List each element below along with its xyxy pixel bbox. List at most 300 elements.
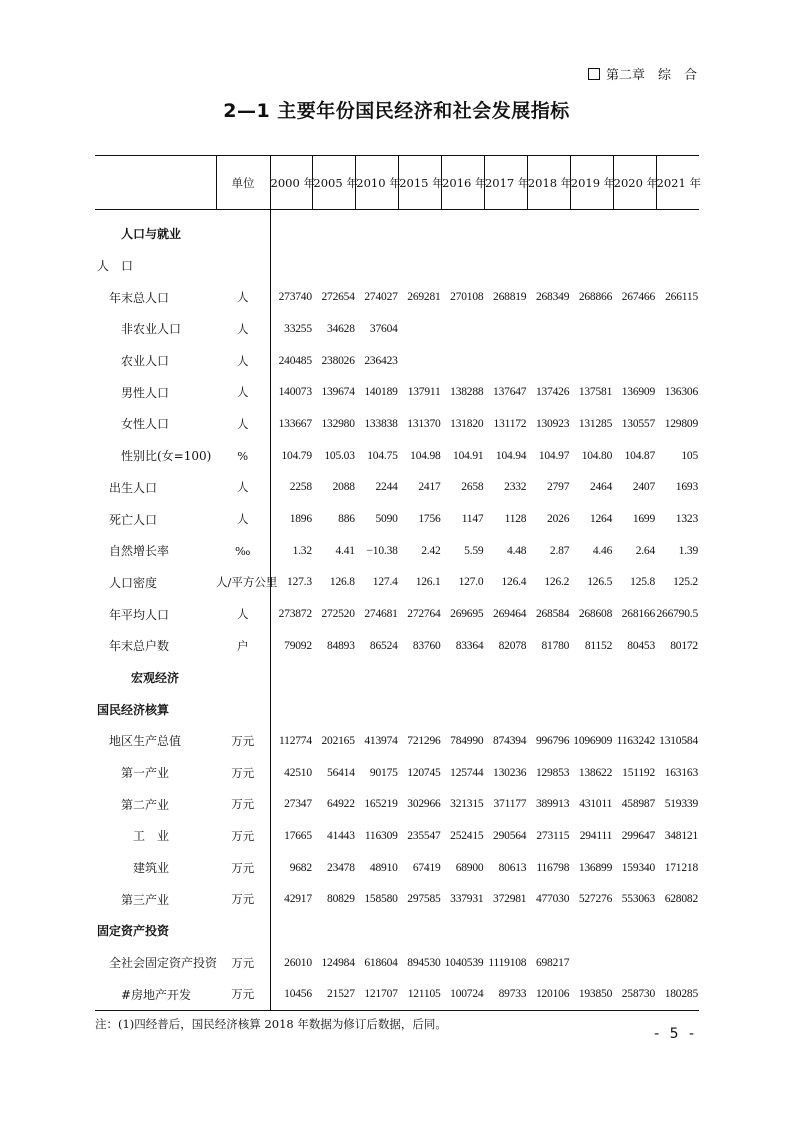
row-unit: 万元 — [216, 820, 270, 852]
row-label: 人 口 — [97, 259, 134, 274]
cell-value: 67419 — [412, 861, 441, 874]
cell-value: 133838 — [364, 417, 398, 430]
cell-value: 2258 — [289, 481, 312, 494]
row-label: 年末总户数 — [109, 639, 170, 654]
cell-value: 86524 — [369, 639, 398, 652]
cell-value: 272520 — [321, 608, 355, 621]
cell-value: 1264 — [589, 513, 613, 526]
row-label: 年末总人口 — [109, 290, 170, 305]
cell-value: 137426 — [535, 386, 570, 399]
row-unit: 万元 — [216, 979, 270, 1011]
cell-value: 413974 — [364, 734, 398, 747]
cell-value: 202165 — [321, 734, 355, 747]
cell-value: 299647 — [621, 829, 656, 842]
cell-value: 267466 — [621, 291, 656, 304]
table-row — [95, 788, 699, 820]
header-year: 2005 年 — [313, 156, 356, 210]
cell-value: 698217 — [535, 956, 570, 969]
cell-value: 116309 — [364, 829, 398, 842]
table-body — [95, 210, 699, 1011]
cell-value — [613, 313, 656, 345]
cell-value: 4.48 — [507, 544, 527, 557]
cell-value — [613, 693, 656, 725]
cell-value: 136899 — [578, 861, 613, 874]
table-row — [95, 757, 699, 789]
cell-value — [270, 662, 313, 694]
cell-value: 80829 — [327, 893, 355, 906]
cell-value — [613, 915, 656, 947]
row-label: 地区生产总值 — [109, 734, 182, 749]
cell-value — [656, 947, 699, 979]
table-row — [95, 313, 699, 345]
cell-value: 2244 — [375, 481, 398, 494]
cell-value — [313, 250, 356, 282]
cell-value: 126.1 — [415, 576, 441, 589]
row-unit: % — [216, 440, 270, 472]
cell-value: 996796 — [535, 734, 570, 747]
cell-value: 894530 — [407, 956, 441, 969]
cell-value: 266790.5 — [656, 608, 698, 621]
cell-value: 131820 — [450, 417, 484, 430]
cell-value: 151192 — [622, 766, 656, 779]
cell-value — [399, 693, 442, 725]
cell-value — [313, 662, 356, 694]
cell-value — [656, 345, 699, 377]
cell-value: 104.94 — [495, 449, 527, 462]
chapter-label: 第二章 综 合 — [605, 68, 697, 83]
cell-value: 48910 — [369, 861, 398, 874]
cell-value: 138288 — [450, 386, 484, 399]
cell-value: 294111 — [579, 829, 613, 842]
cell-value: 126.8 — [329, 576, 355, 589]
cell-value — [570, 345, 613, 377]
row-label: 宏观经济 — [131, 670, 180, 685]
table-row — [95, 210, 699, 250]
cell-value — [442, 915, 485, 947]
cell-value: 158580 — [364, 893, 398, 906]
row-unit: 人 — [216, 408, 270, 440]
row-label: 国民经济核算 — [97, 702, 170, 717]
cell-value: 171218 — [664, 861, 698, 874]
cell-value: 83760 — [412, 639, 441, 652]
cell-value: 116798 — [536, 861, 570, 874]
cell-value: 273115 — [536, 829, 570, 842]
cell-value — [270, 250, 313, 282]
row-label: 第二产业 — [121, 797, 170, 812]
indicator-table — [95, 155, 699, 1011]
cell-value: 105 — [681, 449, 698, 462]
cell-value: 136909 — [621, 386, 656, 399]
cell-value: 127.0 — [458, 576, 484, 589]
cell-value: 83364 — [455, 639, 484, 652]
header-year: 2017 年 — [484, 156, 527, 210]
row-unit — [216, 210, 270, 250]
cell-value — [570, 915, 613, 947]
cell-value: 104.97 — [538, 449, 570, 462]
cell-value: 1096909 — [573, 734, 613, 747]
cell-value — [527, 915, 570, 947]
row-unit: 人 — [216, 472, 270, 504]
cell-value: 81152 — [584, 639, 613, 652]
table-row — [95, 947, 699, 979]
row-unit: 人 — [216, 313, 270, 345]
cell-value: 2797 — [547, 481, 570, 494]
cell-value: 273740 — [278, 291, 312, 304]
row-unit: 人 — [216, 281, 270, 313]
cell-value: 89733 — [484, 979, 527, 1011]
cell-value — [399, 662, 442, 694]
cell-value: 133667 — [278, 417, 312, 430]
cell-value: 477030 — [535, 893, 570, 906]
cell-value: 159340 — [621, 861, 656, 874]
row-label: 全社会固定资产投资 — [109, 956, 218, 971]
cell-value: 125.2 — [673, 576, 698, 589]
cell-value: 2658 — [461, 481, 484, 494]
cell-value — [313, 915, 356, 947]
cell-value: 165219 — [364, 798, 398, 811]
cell-value: 127.4 — [372, 576, 398, 589]
cell-value: 874394 — [493, 734, 527, 747]
cell-value — [356, 693, 399, 725]
cell-value: 4.41 — [335, 544, 355, 557]
cell-value: 137911 — [407, 386, 441, 399]
cell-value: 79092 — [284, 639, 312, 652]
row-unit: 户 — [216, 630, 270, 662]
cell-value: 240485 — [278, 354, 312, 367]
cell-value — [442, 313, 485, 345]
header-year: 2019 年 — [570, 156, 613, 210]
table-row — [95, 376, 699, 408]
row-unit: 万元 — [216, 788, 270, 820]
cell-value: 104.79 — [281, 449, 312, 462]
table-row — [95, 535, 699, 567]
cell-value: 519339 — [664, 798, 698, 811]
cell-value — [484, 250, 527, 282]
cell-value: 272764 — [407, 608, 441, 621]
cell-value: 236423 — [364, 354, 398, 367]
cell-value: 274681 — [364, 608, 398, 621]
cell-value: 138622 — [578, 766, 613, 779]
cell-value — [656, 662, 699, 694]
cell-value: 372981 — [493, 893, 527, 906]
cell-value: 82078 — [498, 639, 527, 652]
cell-value: 270108 — [450, 291, 484, 304]
cell-value — [270, 693, 313, 725]
cell-value: 1.32 — [292, 544, 312, 557]
cell-value: 1699 — [632, 513, 656, 526]
cell-value: 268819 — [493, 291, 527, 304]
header-year: 2016 年 — [442, 156, 485, 210]
row-unit — [216, 662, 270, 694]
header-year: 2020 年 — [613, 156, 656, 210]
cell-value: 9682 — [289, 861, 312, 874]
cell-value: 721296 — [407, 734, 441, 747]
table-row — [95, 693, 699, 725]
cell-value: 1119108 — [488, 956, 527, 969]
row-unit: 人 — [216, 598, 270, 630]
header-indicator — [95, 156, 216, 210]
cell-value: 56414 — [327, 766, 355, 779]
cell-value — [442, 210, 485, 250]
cell-value — [613, 210, 656, 250]
cell-value: 33255 — [284, 322, 312, 335]
cell-value — [484, 662, 527, 694]
cell-value: 90175 — [369, 766, 398, 779]
cell-value: 140189 — [364, 386, 398, 399]
cell-value: 1147 — [461, 513, 484, 526]
cell-value: 2088 — [332, 481, 355, 494]
footnote: 注：(1)四经普后，国民经济核算 2018 年数据为修订后数据，后同。 — [95, 1017, 447, 1031]
cell-value — [356, 210, 399, 250]
table-row — [95, 630, 699, 662]
cell-value: 127.3 — [287, 576, 312, 589]
cell-value: 137647 — [493, 386, 527, 399]
cell-value: 2464 — [589, 481, 613, 494]
cell-value: 124984 — [321, 956, 355, 969]
cell-value: 27347 — [284, 798, 312, 811]
cell-value: 163163 — [664, 766, 698, 779]
row-label: 男性人口 — [121, 385, 170, 400]
cell-value: 273872 — [278, 608, 312, 621]
cell-value: 121105 — [399, 979, 442, 1011]
cell-value: 130236 — [493, 766, 527, 779]
row-unit — [216, 693, 270, 725]
row-label: 建筑业 — [133, 861, 170, 876]
cell-value — [484, 915, 527, 947]
cell-value — [313, 693, 356, 725]
cell-value: 140073 — [278, 386, 312, 399]
cell-value: 2417 — [418, 481, 441, 494]
cell-value: 272654 — [321, 291, 355, 304]
row-label: 工 业 — [133, 829, 170, 844]
cell-value: 104.75 — [367, 449, 398, 462]
row-unit: 万元 — [216, 947, 270, 979]
cell-value: 274027 — [364, 291, 398, 304]
cell-value: 235547 — [407, 829, 441, 842]
cell-value: 42510 — [284, 766, 312, 779]
row-unit: 万元 — [216, 883, 270, 915]
row-unit: ‰ — [216, 535, 270, 567]
cell-value — [356, 915, 399, 947]
cell-value: 80613 — [498, 861, 527, 874]
cell-value: 131285 — [578, 417, 613, 430]
cell-value: 41443 — [327, 829, 355, 842]
row-label: 性别比(女=100) — [121, 449, 212, 464]
row-label: 非农业人口 — [121, 322, 182, 337]
row-unit — [216, 250, 270, 282]
row-label: 人口密度 — [109, 575, 158, 590]
row-label: #房地产开发 — [95, 979, 216, 1011]
cell-value: 34628 — [327, 322, 355, 335]
header-unit: 单位 — [216, 156, 270, 210]
page-title: 2—1 主要年份国民经济和社会发展指标 — [223, 100, 570, 122]
cell-value: 302966 — [407, 798, 441, 811]
table-row — [95, 979, 699, 1011]
table-row — [95, 503, 699, 535]
cell-value — [270, 915, 313, 947]
cell-value: 1040539 — [444, 956, 484, 969]
row-label: 固定资产投资 — [97, 924, 170, 939]
cell-value — [356, 250, 399, 282]
cell-value: 1310584 — [659, 734, 698, 747]
cell-value: 125.8 — [630, 576, 656, 589]
row-label: 第一产业 — [121, 766, 170, 781]
cell-value: 527276 — [578, 893, 613, 906]
cell-value: 121707 — [356, 979, 399, 1011]
header-year: 2000 年 — [270, 156, 313, 210]
cell-value: 348121 — [664, 829, 698, 842]
row-label: 死亡人口 — [109, 512, 158, 527]
cell-value: 193850 — [570, 979, 613, 1011]
cell-value: 17665 — [284, 829, 312, 842]
cell-value: 389913 — [535, 798, 570, 811]
cell-value: 120745 — [407, 766, 441, 779]
row-label: 女性人口 — [121, 417, 170, 432]
cell-value: 5.59 — [464, 544, 484, 557]
cell-value — [613, 662, 656, 694]
row-unit: 万元 — [216, 852, 270, 884]
row-unit — [216, 915, 270, 947]
cell-value — [527, 693, 570, 725]
cell-value: 130557 — [621, 417, 656, 430]
row-label: 出生人口 — [109, 480, 158, 495]
cell-value — [442, 345, 485, 377]
cell-value: 268866 — [578, 291, 613, 304]
cell-value — [570, 210, 613, 250]
table-row — [95, 725, 699, 757]
cell-value — [656, 250, 699, 282]
cell-value: 129809 — [664, 417, 698, 430]
cell-value: 458987 — [621, 798, 656, 811]
cell-value — [442, 693, 485, 725]
cell-value — [570, 947, 613, 979]
cell-value — [356, 662, 399, 694]
cell-value: 10456 — [270, 979, 313, 1011]
cell-value: 137581 — [578, 386, 613, 399]
table-row — [95, 915, 699, 947]
table-row — [95, 598, 699, 630]
cell-value — [399, 313, 442, 345]
row-unit: 人 — [216, 376, 270, 408]
page-number: - 5 - — [654, 1026, 697, 1042]
cell-value: 258730 — [613, 979, 656, 1011]
table-row — [95, 852, 699, 884]
cell-value: 64922 — [327, 798, 355, 811]
cell-value: 80172 — [670, 639, 698, 652]
cell-value: 105.03 — [324, 449, 355, 462]
cell-value: 104.80 — [581, 449, 613, 462]
cell-value: 268166 — [621, 608, 656, 621]
cell-value: 104.91 — [453, 449, 484, 462]
table-row — [95, 472, 699, 504]
row-unit: 万元 — [216, 725, 270, 757]
cell-value — [613, 345, 656, 377]
cell-value — [399, 250, 442, 282]
cell-value: 2407 — [632, 481, 656, 494]
cell-value: 84893 — [327, 639, 355, 652]
row-unit: 万元 — [216, 757, 270, 789]
cell-value: 1896 — [289, 513, 312, 526]
cell-value: 104.87 — [624, 449, 656, 462]
cell-value: 126.4 — [501, 576, 527, 589]
cell-value: 2.64 — [635, 544, 656, 557]
cell-value — [399, 345, 442, 377]
cell-value — [570, 693, 613, 725]
cell-value: 266115 — [665, 291, 698, 304]
cell-value: 100724 — [442, 979, 485, 1011]
table-row — [95, 662, 699, 694]
cell-value — [656, 693, 699, 725]
cell-value: 297585 — [407, 893, 441, 906]
cell-value: 2.42 — [421, 544, 441, 557]
table-row — [95, 250, 699, 282]
row-label: 人口与就业 — [121, 227, 182, 242]
cell-value: 269281 — [407, 291, 441, 304]
cell-value — [484, 313, 527, 345]
cell-value: 238026 — [321, 354, 355, 367]
square-icon — [588, 68, 600, 80]
cell-value: 268349 — [535, 291, 570, 304]
cell-value: 42917 — [284, 893, 312, 906]
cell-value — [442, 250, 485, 282]
cell-value — [613, 947, 656, 979]
row-unit: 人 — [216, 345, 270, 377]
cell-value — [313, 210, 356, 250]
table-header-row — [95, 156, 699, 210]
header-year: 2018 年 — [527, 156, 570, 210]
cell-value: 321315 — [450, 798, 484, 811]
cell-value — [484, 210, 527, 250]
cell-value: 131370 — [407, 417, 441, 430]
cell-value — [570, 250, 613, 282]
cell-value — [570, 662, 613, 694]
cell-value: 23478 — [327, 861, 355, 874]
row-unit: 人 — [216, 503, 270, 535]
cell-value — [656, 210, 699, 250]
cell-value: 1163242 — [616, 734, 656, 747]
cell-value — [527, 345, 570, 377]
row-label: 自然增长率 — [109, 544, 170, 559]
cell-value: 371177 — [493, 798, 527, 811]
cell-value — [399, 210, 442, 250]
cell-value — [527, 662, 570, 694]
cell-value — [399, 915, 442, 947]
header-year: 2010 年 — [356, 156, 399, 210]
cell-value: 1128 — [504, 513, 527, 526]
cell-value — [442, 662, 485, 694]
cell-value: 104.98 — [410, 449, 441, 462]
header-year: 2015 年 — [399, 156, 442, 210]
cell-value: 1323 — [675, 513, 698, 526]
cell-value: 2332 — [504, 481, 527, 494]
cell-value — [527, 210, 570, 250]
table-row — [95, 440, 699, 472]
cell-value: 290564 — [493, 829, 527, 842]
cell-value — [613, 250, 656, 282]
table-row — [95, 567, 699, 599]
cell-value — [484, 693, 527, 725]
cell-value: 129853 — [535, 766, 570, 779]
cell-value: 784990 — [450, 734, 484, 747]
cell-value: 2.87 — [549, 544, 570, 557]
cell-value: 269464 — [493, 608, 527, 621]
cell-value: 81780 — [541, 639, 570, 652]
cell-value: 112774 — [279, 734, 312, 747]
cell-value: 126.2 — [544, 576, 570, 589]
cell-value: 2026 — [547, 513, 570, 526]
cell-value: 126.5 — [587, 576, 613, 589]
row-label: 农业人口 — [121, 354, 170, 369]
